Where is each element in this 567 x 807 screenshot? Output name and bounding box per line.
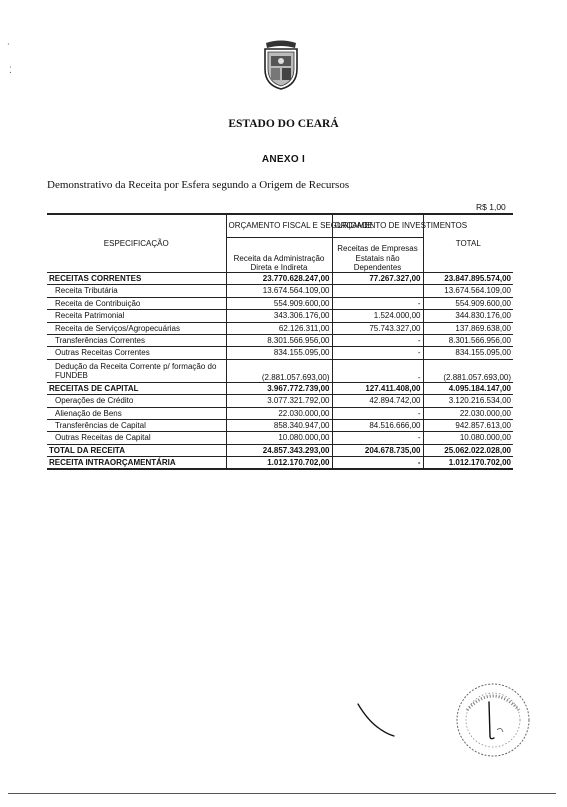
state-title: ESTADO DO CEARÁ — [228, 118, 339, 130]
margin-tick: ⁚ — [9, 65, 12, 75]
row-label: RECEITAS CORRENTES — [47, 273, 226, 285]
table-row — [47, 457, 513, 470]
document-title: Demonstrativo da Receita por Esfera segundo a Origem de Recursos — [47, 179, 350, 191]
cell-investments: - — [332, 334, 423, 346]
row-label: Dedução da Receita Corrente p/ formação do FUNDEB — [47, 359, 226, 382]
col-header-total: TOTAL — [423, 214, 513, 273]
cell-total: 13.674.564.109,00 — [423, 285, 513, 297]
col-header-specification: ESPECIFICAÇÃO — [47, 214, 226, 273]
col-header-investments: ORÇAMENTO DE INVESTIMENTOS — [332, 214, 423, 238]
margin-tick: ⸒ — [7, 35, 10, 45]
row-label: Transferências de Capital — [47, 419, 226, 431]
cell-total: 3.120.216.534,00 — [423, 395, 513, 407]
col-header-fiscal: ORÇAMENTO FISCAL E SEGURIDADE — [226, 214, 332, 238]
cell-total: 10.080.000,00 — [423, 432, 513, 444]
row-label: Outras Receitas de Capital — [47, 432, 226, 444]
table-row — [47, 334, 513, 346]
signature-mark — [356, 701, 396, 739]
cell-fiscal: 22.030.000,00 — [226, 407, 332, 419]
cell-investments: - — [332, 432, 423, 444]
row-label: RECEITAS DE CAPITAL — [47, 382, 226, 394]
cell-total: 4.095.184.147,00 — [423, 382, 513, 394]
cell-investments: 127.411.408,00 — [332, 382, 423, 394]
table-row — [47, 347, 513, 359]
table-row — [47, 310, 513, 322]
table-row — [47, 407, 513, 419]
cell-fiscal: 343.306.176,00 — [226, 310, 332, 322]
cell-total: 1.012.170.702,00 — [423, 457, 513, 470]
table-row — [47, 432, 513, 444]
cell-investments — [332, 285, 423, 297]
cell-investments: 42.894.742,00 — [332, 395, 423, 407]
row-label: Alienação de Bens — [47, 407, 226, 419]
cell-fiscal: 554.909.600,00 — [226, 297, 332, 309]
cell-investments: - — [332, 457, 423, 470]
annex-title: ANEXO I — [261, 154, 306, 165]
cell-fiscal: 1.012.170.702,00 — [226, 457, 332, 470]
table-row — [47, 382, 513, 394]
cell-fiscal: 858.340.947,00 — [226, 419, 332, 431]
table-row — [47, 395, 513, 407]
cell-total: 137.869.638,00 — [423, 322, 513, 334]
revenue-table — [47, 213, 513, 470]
cell-fiscal: 8.301.566.956,00 — [226, 334, 332, 346]
cell-fiscal: 10.080.000,00 — [226, 432, 332, 444]
cell-investments: 75.743.327,00 — [332, 322, 423, 334]
cell-total: 942.857.613,00 — [423, 419, 513, 431]
table-row — [47, 273, 513, 285]
row-label: Receita Patrimonial — [47, 310, 226, 322]
cell-fiscal: 13.674.564.109,00 — [226, 285, 332, 297]
currency-unit: R$ 1,00 — [476, 202, 506, 212]
table-row — [47, 444, 513, 456]
cell-investments: 204.678.735,00 — [332, 444, 423, 456]
table-row — [47, 322, 513, 334]
table-body — [47, 273, 513, 470]
cell-investments: - — [332, 297, 423, 309]
row-label: Operações de Crédito — [47, 395, 226, 407]
cell-total: 23.847.895.574,00 — [423, 273, 513, 285]
footer-rule — [8, 793, 556, 794]
row-label: TOTAL DA RECEITA — [47, 444, 226, 456]
row-label: Outras Receitas Correntes — [47, 347, 226, 359]
stamp-seal — [453, 680, 533, 760]
cell-fiscal: 24.857.343.293,00 — [226, 444, 332, 456]
cell-investments: - — [332, 347, 423, 359]
row-label: Receita de Contribuição — [47, 297, 226, 309]
subheader-investments: Receitas de Empresas Estatais não Dependentes — [332, 238, 423, 273]
cell-fiscal: 62.126.311,00 — [226, 322, 332, 334]
cell-total: 554.909.600,00 — [423, 297, 513, 309]
table-row — [47, 297, 513, 309]
cell-total: 834.155.095,00 — [423, 347, 513, 359]
cell-fiscal: 23.770.628.247,00 — [226, 273, 332, 285]
cell-investments: - — [332, 359, 423, 382]
cell-fiscal: (2.881.057.693,00) — [226, 359, 332, 382]
subheader-fiscal: Receita da Administração Direta e Indireta — [226, 238, 332, 273]
cell-total: 25.062.022.028,00 — [423, 444, 513, 456]
row-label: RECEITA INTRAORÇAMENTÁRIA — [47, 457, 226, 470]
cell-total: (2.881.057.693,00) — [423, 359, 513, 382]
cell-total: 8.301.566.956,00 — [423, 334, 513, 346]
row-label: Receita de Serviços/Agropecuárias — [47, 322, 226, 334]
cell-fiscal: 3.077.321.792,00 — [226, 395, 332, 407]
table-row — [47, 285, 513, 297]
cell-investments: - — [332, 407, 423, 419]
table-row — [47, 419, 513, 431]
cell-fiscal: 3.967.772.739,00 — [226, 382, 332, 394]
cell-total: 22.030.000,00 — [423, 407, 513, 419]
cell-fiscal: 834.155.095,00 — [226, 347, 332, 359]
cell-total: 344.830.176,00 — [423, 310, 513, 322]
state-crest-icon — [259, 39, 303, 91]
row-label: Transferências Correntes — [47, 334, 226, 346]
cell-investments: 84.516.666,00 — [332, 419, 423, 431]
row-label: Receita Tributária — [47, 285, 226, 297]
table-row — [47, 359, 513, 382]
cell-investments: 77.267.327,00 — [332, 273, 423, 285]
cell-investments: 1.524.000,00 — [332, 310, 423, 322]
